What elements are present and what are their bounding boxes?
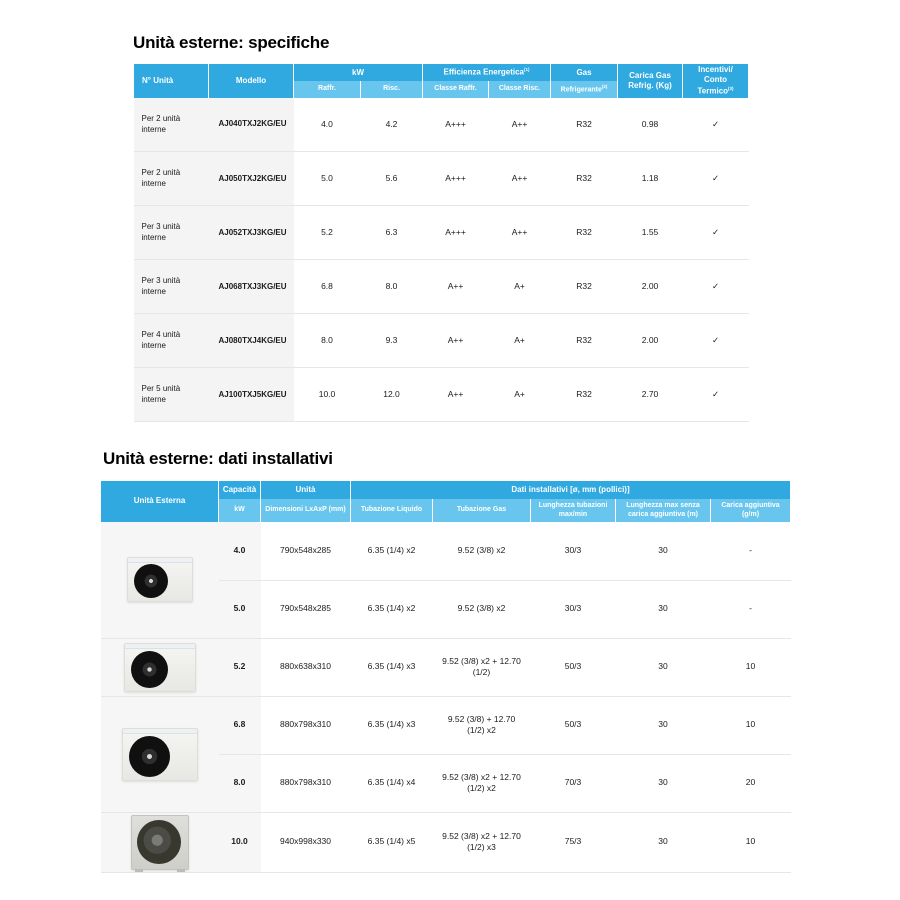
cell-classe-risc: A+ (489, 260, 551, 314)
refrigerante-footnote: (2) (601, 84, 608, 90)
cell-liquido: 6.35 (1/4) x5 (351, 812, 433, 872)
install-table (100, 481, 791, 873)
subcol-carica-aggiuntiva: Carica aggiuntiva (g/m) (711, 499, 791, 522)
cell-risc: 8.0 (361, 260, 423, 314)
cell-classe-raffr: A+++ (423, 152, 489, 206)
cell-refrigerante: R32 (551, 368, 618, 422)
cell-lunghezza-max: 30 (616, 696, 711, 754)
checkmark-icon: ✓ (683, 206, 749, 260)
cell-raffr: 5.2 (294, 206, 361, 260)
col-group-efficienza (423, 64, 551, 81)
cell-risc: 9.3 (361, 314, 423, 368)
cell-classe-risc: A+ (489, 368, 551, 422)
incentivi-line2: Conto Termico (697, 75, 729, 96)
table-row (101, 522, 791, 580)
col-group-kw: kW (294, 64, 423, 81)
cell-modello: AJ040TXJ2KG/EU (209, 98, 294, 152)
subcol-risc: Risc. (361, 81, 423, 97)
cell-modello: AJ050TXJ2KG/EU (209, 152, 294, 206)
cell-classe-risc: A++ (511, 119, 528, 130)
cell-raffr: 10.0 (294, 368, 361, 422)
cell-classe-raffr: A++ (423, 368, 489, 422)
subcol-kw: kW (219, 499, 261, 522)
cell-liquido: 6.35 (1/4) x4 (351, 754, 433, 812)
subcol-refrigerante (551, 81, 618, 97)
cell-classe-raffr: A+++ (423, 206, 489, 260)
cell-carica-agg: 10 (711, 812, 791, 872)
col-header-n-unita: N° Unità (134, 64, 209, 98)
subcol-raffr: Raffr. (294, 81, 361, 97)
carica-line1: Carica Gas (629, 70, 671, 80)
outdoor-unit-image (101, 812, 219, 872)
carica-line2: Refrig. (Kg) (628, 80, 672, 90)
table-row (101, 696, 791, 754)
col-header-unita-esterna: Unità Esterna (101, 481, 219, 522)
cell-capacita: 6.8 (219, 696, 261, 754)
cell-n-unita: Per 4 unità interne (134, 314, 209, 368)
outdoor-unit-image (101, 696, 219, 812)
specs-section-title: Unità esterne: specifiche (133, 33, 330, 52)
cell-dimensioni: 790x548x285 (261, 580, 351, 638)
cell-capacita: 8.0 (219, 754, 261, 812)
cell-lunghezza-max: 30 (616, 580, 711, 638)
cell-gas: 9.52 (3/8) x2 + 12.70 (1/2) x2 (433, 754, 531, 812)
cell-lunghezza-max: 30 (616, 754, 711, 812)
cell-carica: 1.18 (618, 152, 683, 206)
cell-refrigerante: R32 (551, 152, 618, 206)
cell-refrigerante: R32 (551, 314, 618, 368)
cell-carica: 2.00 (618, 314, 683, 368)
cell-classe-raffr: A++ (423, 314, 489, 368)
cell-carica-agg: - (711, 580, 791, 638)
col-header-carica-gas (618, 64, 683, 98)
cell-capacita: 5.2 (219, 638, 261, 696)
subcol-lunghezza-tubazioni: Lunghezza tubazioni max/min (531, 499, 616, 522)
checkmark-icon: ✓ (683, 152, 749, 206)
cell-lunghezza: 30/3 (564, 545, 582, 556)
cell-capacita: 5.0 (219, 580, 261, 638)
cell-carica-agg: 20 (711, 754, 791, 812)
col-group-dati-installativi: Dati installativi [ø, mm (pollici)] (351, 481, 791, 499)
cell-liquido: 6.35 (1/4) x3 (351, 696, 433, 754)
cell-lunghezza: 50/3 (531, 638, 616, 696)
cell-gas: 9.52 (3/8) x2 + 12.70 (1/2) (433, 638, 531, 696)
subcol-classe-risc: Classe Risc. (489, 81, 551, 97)
checkmark-icon: ✓ (711, 119, 720, 130)
cell-modello: AJ080TXJ4KG/EU (209, 314, 294, 368)
cell-dimensioni: 880x798x310 (261, 754, 351, 812)
cell-liquido: 6.35 (1/4) x2 (367, 545, 416, 556)
cell-modello: AJ052TXJ3KG/EU (209, 206, 294, 260)
cell-dimensioni: 940x998x330 (261, 812, 351, 872)
cell-refrigerante: R32 (576, 119, 592, 130)
col-group-unita: Unità (261, 481, 351, 499)
cell-n-unita: Per 5 unità interne (134, 368, 209, 422)
cell-lunghezza-max: 30 (616, 812, 711, 872)
cell-lunghezza: 70/3 (531, 754, 616, 812)
subcol-tubazione-gas: Tubazione Gas (433, 499, 531, 522)
col-header-incentivi (683, 64, 749, 98)
cell-refrigerante: R32 (551, 260, 618, 314)
checkmark-icon: ✓ (683, 368, 749, 422)
cell-risc: 6.3 (361, 206, 423, 260)
table-row (134, 152, 749, 206)
cell-n-unita: Per 3 unità interne (134, 260, 209, 314)
table-row (134, 368, 749, 422)
col-header-modello: Modello (209, 64, 294, 98)
cell-modello: AJ100TXJ5KG/EU (209, 368, 294, 422)
col-group-gas: Gas (551, 64, 618, 81)
cell-lunghezza: 50/3 (531, 696, 616, 754)
fan-icon (131, 651, 168, 688)
cell-risc: 5.6 (361, 152, 423, 206)
cell-classe-risc: A++ (489, 152, 551, 206)
cell-carica-agg: 10 (711, 638, 791, 696)
cell-lunghezza: 75/3 (531, 812, 616, 872)
cell-carica-agg: - (749, 545, 752, 556)
cell-lunghezza-max: 30 (616, 638, 711, 696)
table-row (101, 638, 791, 696)
cell-gas: 9.52 (3/8) + 12.70 (1/2) x2 (433, 696, 531, 754)
cell-carica: 2.00 (618, 260, 683, 314)
cell-n-unita: Per 3 unità interne (134, 206, 209, 260)
cell-risc: 12.0 (361, 368, 423, 422)
cell-carica-agg: 10 (711, 696, 791, 754)
fan-icon (137, 820, 181, 864)
install-section-title: Unità esterne: dati installativi (103, 449, 333, 468)
cell-gas: 9.52 (3/8) x2 (433, 580, 531, 638)
cell-liquido: 6.35 (1/4) x3 (351, 638, 433, 696)
cell-capacita: 10.0 (219, 812, 261, 872)
outdoor-unit-image (101, 522, 219, 638)
cell-raffr: 4.0 (321, 119, 333, 130)
cell-liquido: 6.35 (1/4) x2 (351, 580, 433, 638)
cell-lunghezza-max: 30 (658, 545, 668, 556)
cell-raffr: 8.0 (294, 314, 361, 368)
cell-classe-risc: A++ (489, 206, 551, 260)
cell-refrigerante: R32 (551, 206, 618, 260)
cell-raffr: 6.8 (294, 260, 361, 314)
table-row (101, 812, 791, 872)
cell-modello: AJ068TXJ3KG/EU (209, 260, 294, 314)
incentivi-footnote: (3) (728, 85, 734, 91)
incentivi-line1: Incentivi/ (698, 65, 733, 74)
cell-classe-raffr: A++ (423, 260, 489, 314)
cell-lunghezza: 30/3 (531, 580, 616, 638)
fan-icon (134, 564, 168, 598)
cell-raffr: 5.0 (294, 152, 361, 206)
specs-table (133, 64, 749, 422)
cell-classe-risc: A+ (489, 314, 551, 368)
cell-carica: 1.55 (618, 206, 683, 260)
cell-dimensioni: 880x798x310 (261, 696, 351, 754)
cell-carica: 2.70 (618, 368, 683, 422)
table-row (134, 314, 749, 368)
cell-carica: 0.98 (641, 119, 659, 130)
cell-gas: 9.52 (3/8) x2 (457, 545, 506, 556)
subcol-lunghezza-max: Lunghezza max senza carica aggiuntiva (m) (616, 499, 711, 522)
efficienza-footnote: (1) (524, 67, 530, 73)
checkmark-icon: ✓ (683, 314, 749, 368)
cell-dimensioni: 880x638x310 (261, 638, 351, 696)
cell-dimensioni: 790x548x285 (279, 545, 332, 556)
refrigerante-label: Refrigerante (560, 86, 602, 94)
cell-risc: 4.2 (385, 119, 398, 130)
subcol-dimensioni: Dimensioni LxAxP (mm) (261, 499, 351, 522)
table-row (134, 98, 749, 152)
subcol-classe-raffr: Classe Raffr. (423, 81, 489, 97)
cell-n-unita: Per 2 unità interne (134, 152, 209, 206)
checkmark-icon: ✓ (683, 260, 749, 314)
table-row (134, 206, 749, 260)
cell-n-unita: Per 2 unità interne (134, 98, 209, 152)
cell-classe-raffr: A+++ (445, 119, 466, 130)
fan-icon (129, 736, 170, 777)
col-group-capacita: Capacità (219, 481, 261, 499)
outdoor-unit-image (101, 638, 219, 696)
efficienza-label: Efficienza Energetica (443, 67, 524, 77)
subcol-tubazione-liquido: Tubazione Liquido (351, 499, 433, 522)
cell-capacita: 4.0 (219, 522, 261, 580)
table-row (134, 260, 749, 314)
cell-gas: 9.52 (3/8) x2 + 12.70 (1/2) x3 (433, 812, 531, 872)
